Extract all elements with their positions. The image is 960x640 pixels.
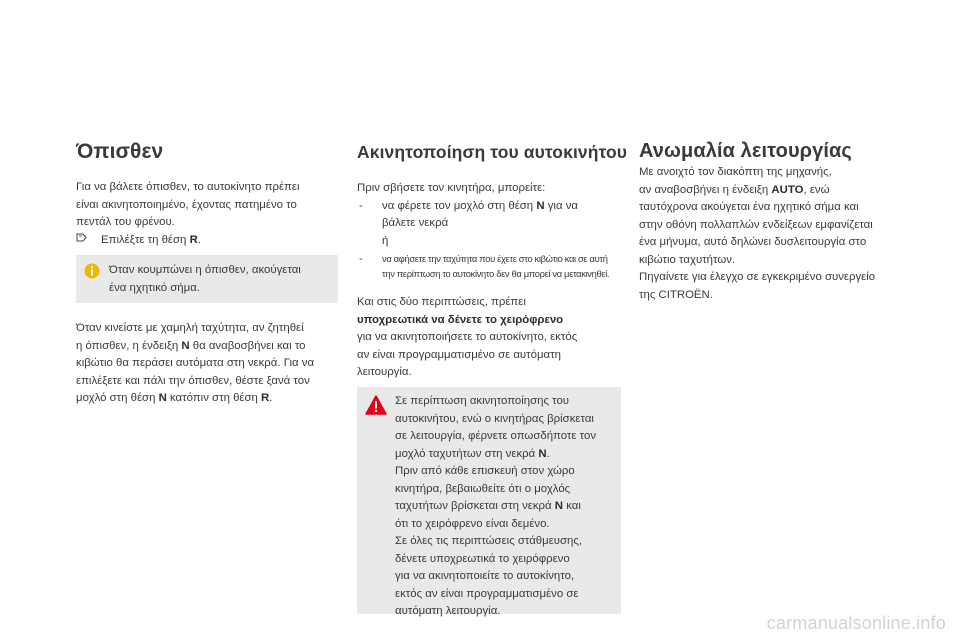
reverse-intro [76,179,338,249]
malfunction-text: Με ανοιχτό τον διακόπτη της μηχανής, αν αναβοσβήνει η ένδειξη AUTO, ενώ ταυτόχρονα ακούγεται ένα ηχητικό σήμα και στην οθόνη πολλαπλών ενδείξεων εμφανίζεται ένα μήνυμα, αυτό δηλώνει δυσλειτουργία στο κιβώτιο ταχυτήτων. Πηγαίνετε για έλεγχο σε εγκεκριμένο συνεργείο της CITROËN. [639,166,876,301]
reverse-p1-line: είναι ακινητοποιημένο, έχοντας πατημένο το [76,198,297,211]
reverse-p2-line: κιβώτιο θα περάσει αυτόματα στη νεκρά. Για να [76,357,315,369]
reverse-title: Όπισθεν [76,140,164,163]
immobilise-option-1: - να φέρετε τον μοχλό στη θέση N για να βάλετε νεκρά ή [357,198,621,251]
info-icon [84,263,100,279]
or-label: ή [382,234,389,247]
reverse-p2-line: επιλέξετε και πάλι την όπισθεν, θέστε ξανά τον [76,374,310,387]
gear-r-label: R [261,392,270,404]
reverse-note-line: ένα ηχητικό σήμα. [109,281,200,294]
reverse-step-text: Επιλέξτε τη θέση [101,233,187,246]
auto-indicator-label: AUTO [771,183,804,196]
immobilise-title: Ακινητοποίηση του αυτοκινήτου [357,142,628,162]
gear-n-label: N [158,392,167,404]
gear-n-label: N [554,500,564,512]
reverse-note-box [76,255,338,303]
handbrake-warning-bold: υποχρεωτικά να δένετε το χειρόφρενο [357,313,564,326]
gear-n-label: N [181,339,190,352]
immobilise-warning-box: Σε περίπτωση ακινητοποίησης του αυτοκινήτου, ενώ ο κινητήρας βρίσκεται σε λειτουργία, φέρνετε οπωσδήποτε τον μοχλό ταχυτήτων στη νεκρά N. Πριν από κάθε επισκευή στον χώρο κινητήρα, βεβαιωθείτε ότι ο μοχλός ταχυτήτων βρίσκεται στη νεκρά N και ότι το χειρόφρενο είναι δεμένο. Σε όλες τις περιπτώσεις στάθμευσης, δένετε υποχρεωτικά το χειρόφρενο για να ακινητοποιείτε το αυτοκίνητο, εκτός αν είναι προγραμματισμένο σε αυτόματη λειτουργία. [357,387,621,614]
watermark: carmanualsonline.info [766,613,946,633]
immobilise-intro-line: Πριν σβήσετε τον κινητήρα, μπορείτε: [357,182,546,194]
reverse-p2-line: Όταν κινείστε με χαμηλή ταχύτητα, αν ζητηθεί [76,322,304,334]
gear-n-label: N [538,447,547,460]
immobilise-intro [357,180,621,281]
reverse-p1-line: πεντάλ του φρένου. [76,216,175,228]
malfunction-title: Ανωμαλία λειτουργίας [639,140,852,162]
gear-n-label: N [536,199,545,212]
reverse-note-line: Όταν κουμπώνει η όπισθεν, ακούγεται [109,264,301,276]
reverse-p2-line: μοχλό στη θέση N κατόπιν στη θέση R. [76,392,273,404]
gear-r-label: R [189,233,198,246]
reverse-p2 [76,320,314,408]
pointing-hand-icon [76,232,87,250]
immobilise-p2: Και στις δύο περιπτώσεις, πρέπει υποχρεωτικά να δένετε το χειρόφρενο για να ακινητοποιήσετε το αυτοκίνητο, εκτός αν είναι προγραμματισμένο σε αυτόματη λειτουργία. [357,296,578,378]
warning-icon [365,395,387,415]
reverse-p2-line: η όπισθεν, η ένδειξη N θα αναβοσβήνει και το [76,339,306,352]
reverse-p1-line: Για να βάλετε όπισθεν, το αυτοκίνητο πρέπει [76,181,300,193]
reverse-step: Επιλέξτε τη θέση R. [76,232,338,250]
immobilise-option-2: - να αφήσετε την ταχύτητα που έχετε στο κιβώτιο και σε αυτή την περίπτωση το αυτοκίνητο δεν θα μπορεί να μετακινηθεί. [359,253,610,279]
